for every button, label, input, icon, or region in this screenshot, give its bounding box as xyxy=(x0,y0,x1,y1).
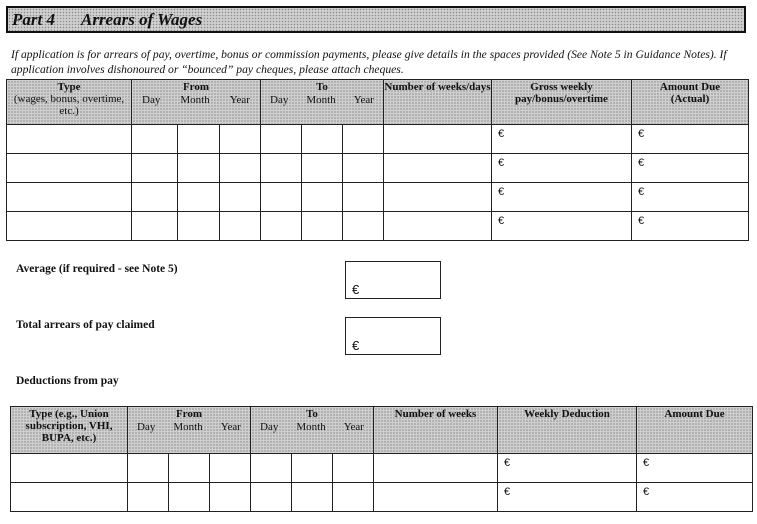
deductions-to-month-cell[interactable] xyxy=(292,483,333,512)
deductions-from-month: Month xyxy=(173,421,203,433)
deductions-type-header xyxy=(11,407,128,454)
part-title: Arrears of Wages xyxy=(80,10,203,29)
wages-from-day-cell[interactable] xyxy=(132,125,178,154)
wages-from-year-cell[interactable] xyxy=(220,183,261,212)
deductions-weeks-header: Number of weeks xyxy=(374,407,498,454)
wages-from-year-cell[interactable] xyxy=(220,154,261,183)
wages-to-year-cell[interactable] xyxy=(343,183,384,212)
wages-to-day-cell[interactable] xyxy=(261,183,302,212)
wages-amount-cell[interactable]: € xyxy=(632,183,749,212)
wages-to-label: To xyxy=(316,81,328,93)
table-row xyxy=(7,125,749,154)
wages-from-day: Day xyxy=(142,94,161,106)
deductions-weekly-cell[interactable]: € xyxy=(498,483,637,512)
deductions-from-day-cell[interactable] xyxy=(128,483,169,512)
deductions-to-day-cell[interactable] xyxy=(251,483,292,512)
wages-type-cell[interactable] xyxy=(7,212,132,241)
deductions-weeks-cell[interactable] xyxy=(374,483,498,512)
deductions-table xyxy=(10,406,753,512)
wages-weeks-cell[interactable] xyxy=(384,183,492,212)
table-row xyxy=(7,154,749,183)
deductions-type-cell[interactable] xyxy=(11,483,128,512)
wages-gross-cell[interactable]: € xyxy=(492,154,632,183)
deductions-to-day-cell[interactable] xyxy=(251,454,292,483)
deductions-from-label: From xyxy=(175,408,203,420)
wages-from-header xyxy=(132,80,261,125)
part-number: Part 4 xyxy=(12,10,55,29)
wages-from-month: Month xyxy=(180,94,210,106)
wages-amount-cell[interactable]: € xyxy=(632,125,749,154)
wages-gross-header: Gross weekly pay/bonus/overtime xyxy=(492,80,632,125)
part-header xyxy=(6,6,746,33)
wages-type-cell[interactable] xyxy=(7,154,132,183)
wages-gross-cell[interactable]: € xyxy=(492,212,632,241)
wages-type-cell[interactable] xyxy=(7,125,132,154)
deductions-amount-cell[interactable]: € xyxy=(637,454,753,483)
wages-type-header xyxy=(7,80,132,125)
deductions-weekly-cell[interactable]: € xyxy=(498,454,637,483)
deductions-to-year-cell[interactable] xyxy=(333,454,374,483)
wages-amount-header xyxy=(632,80,749,125)
wages-to-month: Month xyxy=(306,94,336,106)
table-row xyxy=(11,454,753,483)
total-input[interactable]: € xyxy=(345,317,441,355)
wages-weeks-cell[interactable] xyxy=(384,212,492,241)
deductions-from-month-cell[interactable] xyxy=(169,483,210,512)
wages-to-year: Year xyxy=(353,94,374,106)
deductions-to-month: Month xyxy=(296,421,326,433)
intro-text xyxy=(11,48,746,77)
wages-gross-cell[interactable]: € xyxy=(492,183,632,212)
wages-from-month-cell[interactable] xyxy=(178,183,220,212)
intro-line-2: If application involves dishonoured or “bounced” pay cheques, please attach cheques. xyxy=(11,48,727,76)
wages-to-day-cell[interactable] xyxy=(261,212,302,241)
wages-to-day: Day xyxy=(270,94,289,106)
deductions-from-month-cell[interactable] xyxy=(169,454,210,483)
deductions-from-day-cell[interactable] xyxy=(128,454,169,483)
wages-weeks-cell[interactable] xyxy=(384,154,492,183)
deductions-from-day: Day xyxy=(137,421,156,433)
wages-to-day-cell[interactable] xyxy=(261,154,302,183)
deductions-to-label: To xyxy=(306,408,318,420)
deductions-weeks-cell[interactable] xyxy=(374,454,498,483)
wages-to-year-cell[interactable] xyxy=(343,212,384,241)
deductions-weekly-header: Weekly Deduction xyxy=(498,407,637,454)
wages-from-year-cell[interactable] xyxy=(220,125,261,154)
deductions-heading: Deductions from pay xyxy=(16,375,119,387)
wages-from-year: Year xyxy=(229,94,250,106)
average-label: Average (if required - see Note 5) xyxy=(16,263,178,275)
average-input[interactable]: € xyxy=(345,261,441,299)
deductions-to-day: Day xyxy=(260,421,279,433)
deductions-type-cell[interactable] xyxy=(11,454,128,483)
deductions-amount-cell[interactable]: € xyxy=(637,483,753,512)
wages-type-label: Type xyxy=(57,81,81,93)
wages-type-cell[interactable] xyxy=(7,183,132,212)
wages-amount-sublabel: (Actual) xyxy=(670,93,710,105)
deductions-to-month-cell[interactable] xyxy=(292,454,333,483)
wages-to-year-cell[interactable] xyxy=(343,154,384,183)
table-row xyxy=(7,212,749,241)
total-label: Total arrears of pay claimed xyxy=(16,319,155,331)
wages-from-month-cell[interactable] xyxy=(178,125,220,154)
deductions-to-header xyxy=(251,407,374,454)
wages-to-header xyxy=(261,80,384,125)
wages-from-month-cell[interactable] xyxy=(178,212,220,241)
wages-gross-cell[interactable]: € xyxy=(492,125,632,154)
deductions-from-year-cell[interactable] xyxy=(210,483,251,512)
wages-weeks-cell[interactable] xyxy=(384,125,492,154)
wages-to-month-cell[interactable] xyxy=(302,183,343,212)
wages-weeks-header: Number of weeks/days xyxy=(384,80,492,125)
deductions-type-label: Type (e.g., Union subscription, VHI, BUPA, etc.) xyxy=(25,408,113,444)
deductions-amount-header: Amount Due xyxy=(637,407,753,454)
wages-to-year-cell[interactable] xyxy=(343,125,384,154)
wages-to-month-cell[interactable] xyxy=(302,212,343,241)
wages-from-day-cell[interactable] xyxy=(132,212,178,241)
deductions-to-year-cell[interactable] xyxy=(333,483,374,512)
deductions-from-year: Year xyxy=(220,421,241,433)
intro-line-1: If application is for arrears of pay, overtime, bonus or commission payments, please give details in the spaces provided (See Note 5 in Guidance Notes). xyxy=(11,48,717,61)
wages-from-year-cell[interactable] xyxy=(220,212,261,241)
wages-from-day-cell[interactable] xyxy=(132,154,178,183)
deductions-from-year-cell[interactable] xyxy=(210,454,251,483)
wages-amount-cell[interactable]: € xyxy=(632,154,749,183)
wages-type-sublabel: (wages, bonus, overtime, etc.) xyxy=(13,93,125,117)
deductions-to-year: Year xyxy=(343,421,364,433)
wages-from-day-cell[interactable] xyxy=(132,183,178,212)
deductions-from-header xyxy=(128,407,251,454)
table-row xyxy=(7,183,749,212)
wages-table xyxy=(6,79,749,241)
wages-from-month-cell[interactable] xyxy=(178,154,220,183)
wages-amount-cell[interactable]: € xyxy=(632,212,749,241)
table-row xyxy=(11,483,753,512)
wages-to-month-cell[interactable] xyxy=(302,125,343,154)
wages-to-day-cell[interactable] xyxy=(261,125,302,154)
wages-amount-label: Amount Due xyxy=(659,81,721,93)
wages-from-label: From xyxy=(182,81,210,93)
wages-to-month-cell[interactable] xyxy=(302,154,343,183)
